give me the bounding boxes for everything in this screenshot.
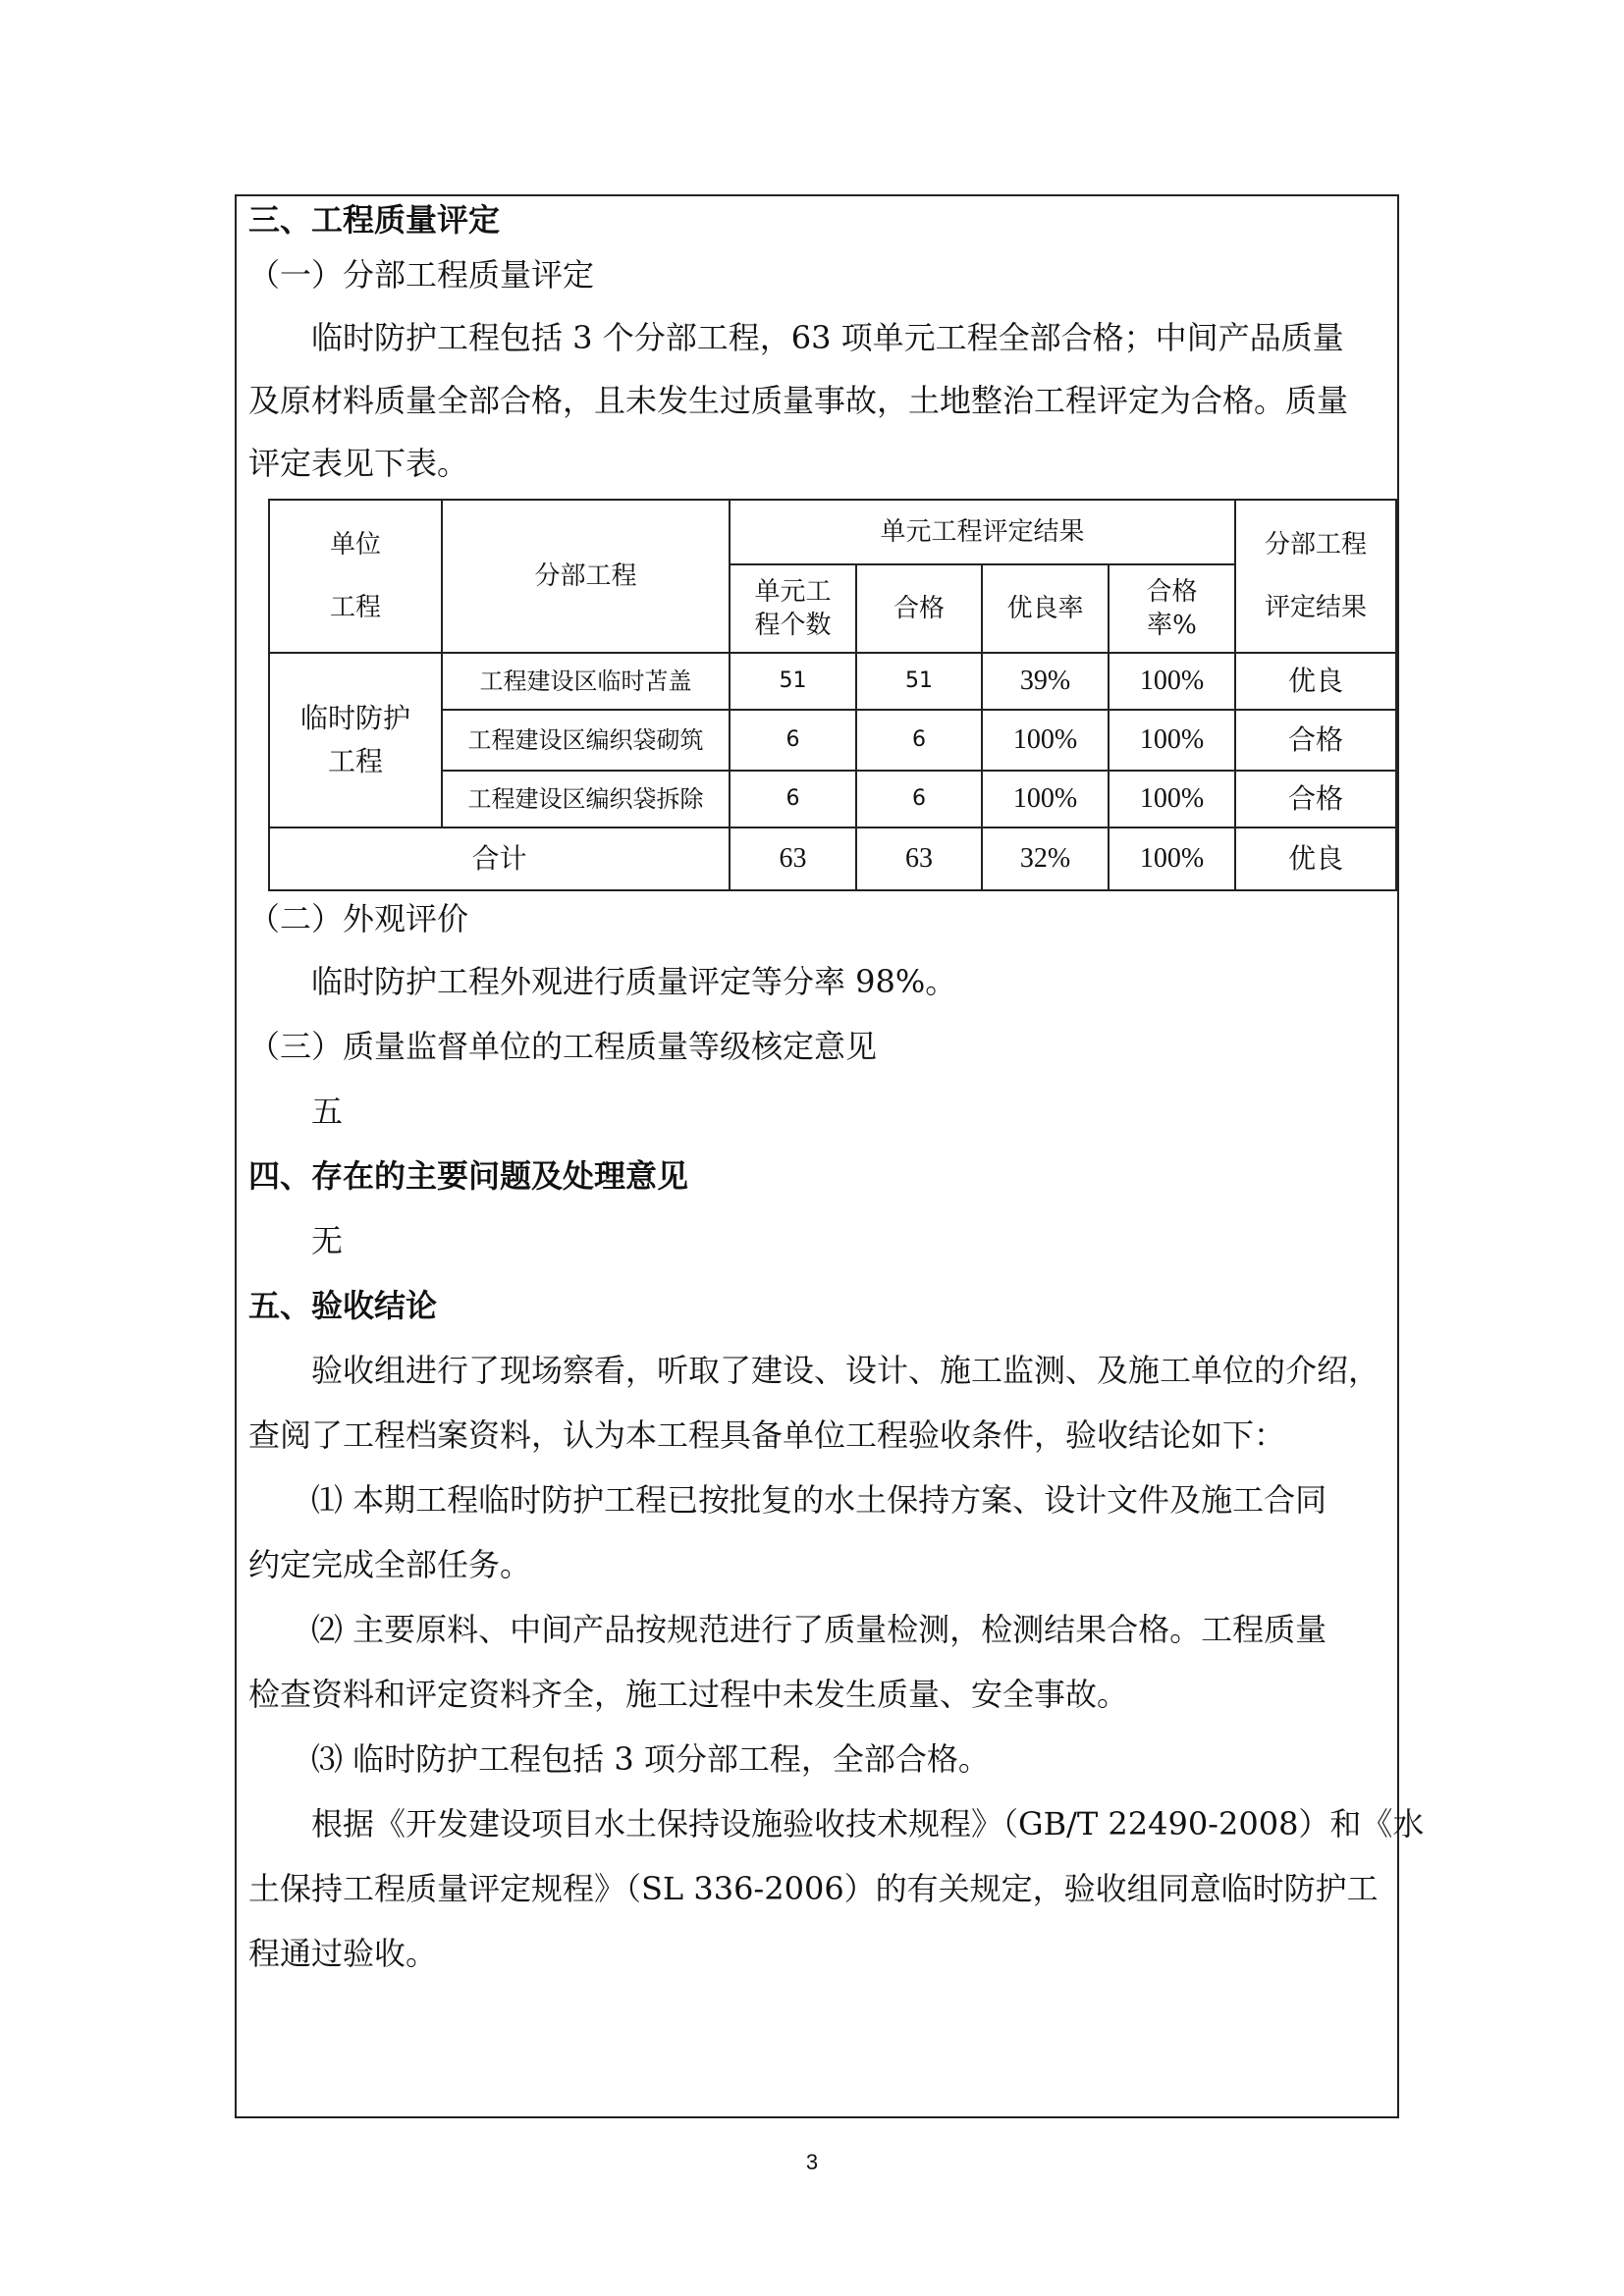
paragraph-line: ⑶ 临时防护工程包括 3 项分部工程，全部合格。 [311, 1740, 990, 1778]
row-excellent-rate: 39% [982, 653, 1109, 710]
paragraph-line: 程通过验收。 [248, 1935, 438, 1972]
row-pass: 51 [856, 653, 982, 710]
row-pass-rate: 100% [1109, 710, 1235, 771]
section5-title: 五、验收结论 [248, 1287, 438, 1324]
row-result: 合格 [1235, 710, 1396, 771]
paragraph-line: 根据《开发建设项目水土保持设施验收技术规程》（GB/T 22490-2008）和《水 [311, 1805, 1425, 1842]
row-excellent-rate: 100% [982, 710, 1109, 771]
paragraph-line: 无 [311, 1222, 344, 1259]
paragraph-line: 临时防护工程外观进行质量评定等分率 98%。 [311, 963, 957, 1000]
row-count: 6 [730, 771, 856, 828]
total-count: 63 [730, 828, 856, 890]
document-frame [235, 194, 1425, 2118]
row-pass: 6 [856, 771, 982, 828]
header-unit: 单位 工程 [269, 500, 442, 653]
paragraph-line: 查阅了工程档案资料，认为本工程具备单位工程验收条件，验收结论如下： [248, 1416, 1286, 1454]
total-label: 合计 [269, 828, 730, 890]
header-count: 单元工 程个数 [730, 564, 856, 653]
paragraph-line: 评定表见下表。 [248, 445, 469, 482]
row-excellent-rate: 100% [982, 771, 1109, 828]
row-count: 6 [730, 710, 856, 771]
total-result: 优良 [1235, 828, 1396, 890]
section4-title: 四、存在的主要问题及处理意见 [248, 1157, 689, 1195]
table-total-row [269, 828, 1396, 890]
row-name: 工程建设区编织袋砌筑 [442, 710, 730, 771]
subsection1-title: （一）分部工程质量评定 [248, 256, 595, 294]
header-pass: 合格 [856, 564, 982, 653]
paragraph-line: 验收组进行了现场察看，听取了建设、设计、施工监测、及施工单位的介绍， [311, 1352, 1380, 1389]
paragraph-line: 及原材料质量全部合格，且未发生过质量事故，土地整治工程评定为合格。质量 [248, 382, 1349, 419]
section3-title: 三、工程质量评定 [248, 201, 501, 239]
table-row [269, 653, 1396, 710]
paragraph-line: ⑴ 本期工程临时防护工程已按批复的水土保持方案、设计文件及施工合同 [311, 1481, 1327, 1519]
paragraph-line: 土保持工程质量评定规程》（SL 336-2006）的有关规定，验收组同意临时防护工 [248, 1870, 1379, 1907]
page-number: 3 [805, 2150, 819, 2174]
total-pass: 63 [856, 828, 982, 890]
row-name: 工程建设区编织袋拆除 [442, 771, 730, 828]
row-pass-rate: 100% [1109, 653, 1235, 710]
paragraph-line: 五 [311, 1093, 344, 1130]
header-subproject: 分部工程 [442, 500, 730, 653]
subsection3-title: （三）质量监督单位的工程质量等级核定意见 [248, 1028, 878, 1065]
total-pass-rate: 100% [1109, 828, 1235, 890]
header-excellent-rate: 优良率 [982, 564, 1109, 653]
subsection2-title: （二）外观评价 [248, 900, 469, 937]
paragraph-line: 临时防护工程包括 3 个分部工程，63 项单元工程全部合格；中间产品质量 [311, 319, 1344, 356]
row-pass: 6 [856, 710, 982, 771]
paragraph-line: 约定完成全部任务。 [248, 1546, 532, 1583]
row-name: 工程建设区临时苫盖 [442, 653, 730, 710]
row-pass-rate: 100% [1109, 771, 1235, 828]
quality-table [268, 499, 1397, 891]
unit-name: 临时防护 工程 [269, 653, 442, 828]
total-excellent-rate: 32% [982, 828, 1109, 890]
header-unit-result: 单元工程评定结果 [730, 500, 1235, 564]
paragraph-line: ⑵ 主要原料、中间产品按规范进行了质量检测，检测结果合格。工程质量 [311, 1611, 1327, 1648]
paragraph-line: 检查资料和评定资料齐全，施工过程中未发生质量、安全事故。 [248, 1676, 1129, 1713]
header-sub-result: 分部工程 评定结果 [1235, 500, 1396, 653]
header-pass-rate: 合格 率% [1109, 564, 1235, 653]
row-count: 51 [730, 653, 856, 710]
row-result: 优良 [1235, 653, 1396, 710]
row-result: 合格 [1235, 771, 1396, 828]
